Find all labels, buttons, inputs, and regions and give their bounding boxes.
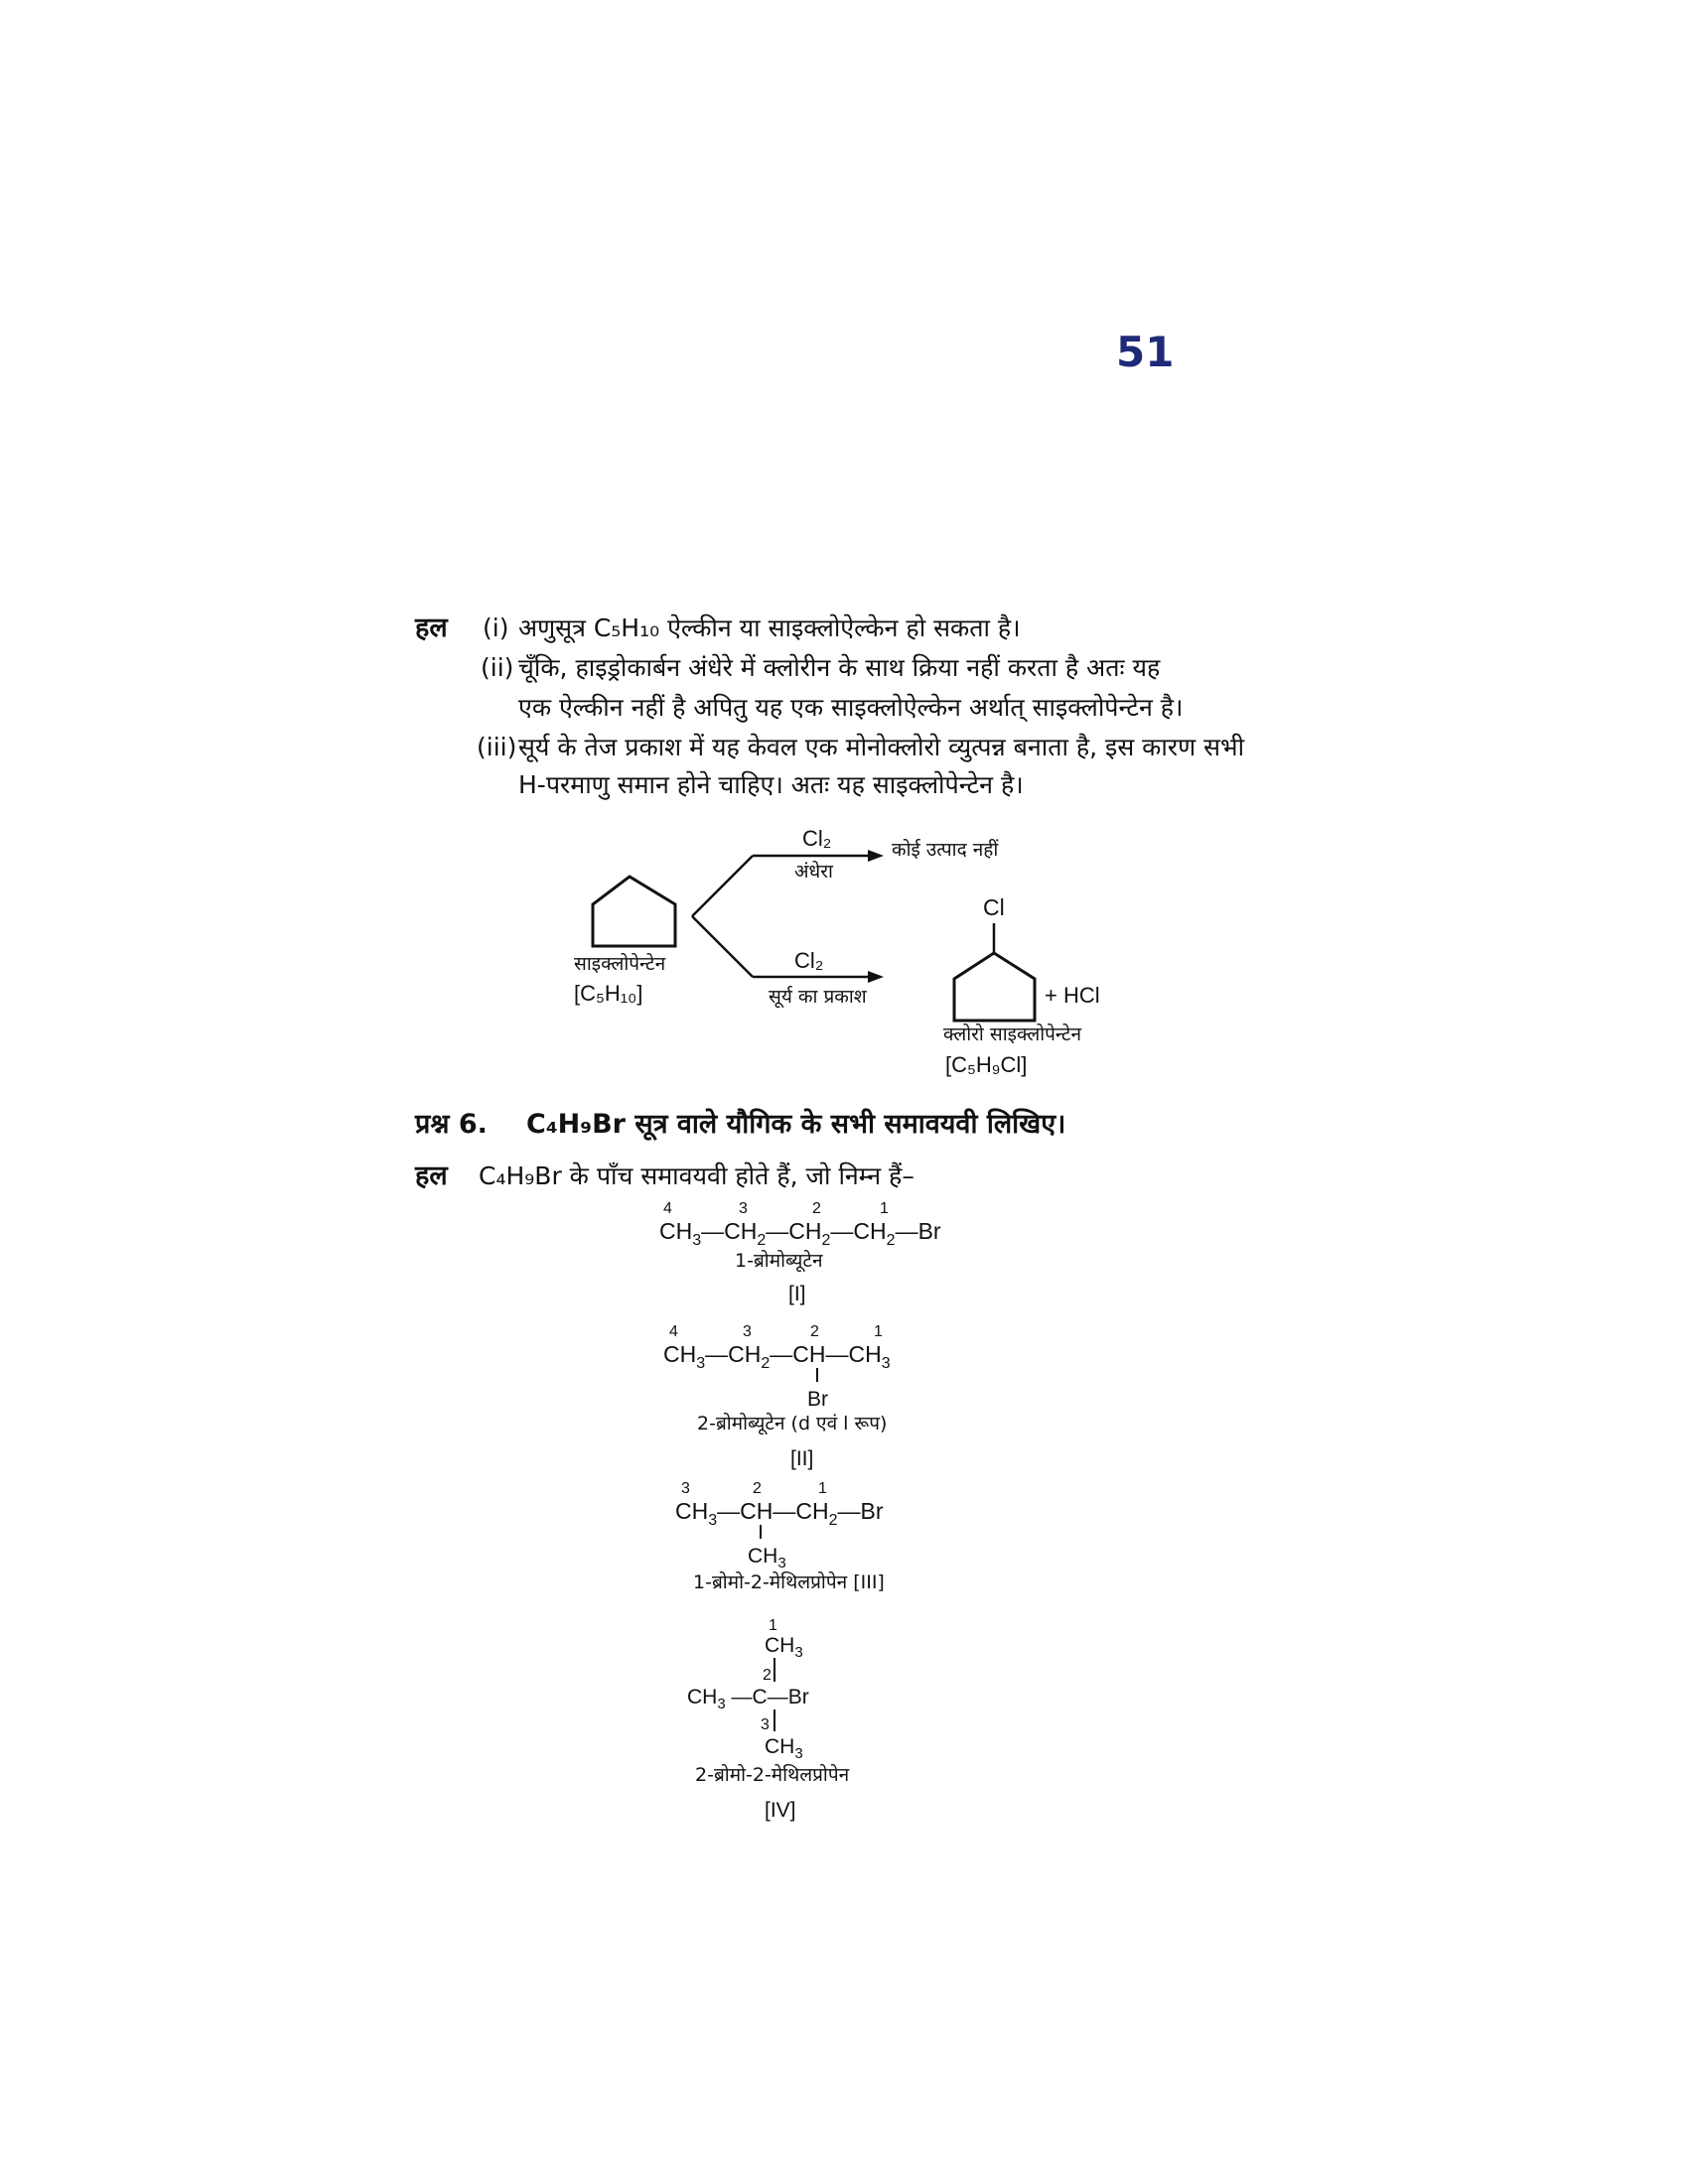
svg-text:2: 2 [753, 1480, 762, 1497]
point-ii-line-1: चूँकि, हाइड्रोकार्बन अंधेरे में क्लोरीन के साथ क्रिया नहीं करता है अतः यह [518, 653, 1161, 682]
svg-text:3: 3 [681, 1480, 690, 1497]
svg-text:CH3—CH2—CH—CH3: $CH_3—CH_2—CH—CH_3$ [663, 1341, 891, 1372]
svg-text:2: 2 [763, 1667, 772, 1684]
svg-text:3: 3 [761, 1716, 770, 1733]
svg-text:3: 3 [743, 1323, 752, 1340]
question-label: प्रश्न 6. [415, 1109, 488, 1140]
reactant-formula: [C₅H₁₀] [574, 981, 643, 1006]
point-iii-line-2: H-परमाणु समान होने चाहिए। अतः यह साइक्लोपेन्टेन है। [518, 770, 1024, 799]
product-substituent: Cl [983, 894, 1005, 920]
reactant-name: साइक्लोपेन्टेन [574, 953, 666, 975]
isomer-1-structure [659, 1200, 941, 1249]
upper-product: कोई उत्पाद नहीं [892, 839, 999, 861]
point-iii-number: (iii) [477, 733, 517, 761]
isomer-4-name: 2-ब्रोमो-2-मेथिलप्रोपेन [695, 1764, 850, 1786]
point-ii-number: (ii) [481, 653, 514, 682]
svg-text:4: 4 [669, 1323, 678, 1340]
svg-text:1: 1 [880, 1200, 889, 1217]
solution-label: हल [415, 613, 448, 643]
isomer-1-name: 1-ब्रोमोब्यूटेन [735, 1250, 823, 1272]
svg-text:2: 2 [812, 1200, 821, 1217]
svg-text:CH3 —C—Br: $CH_3$ —C—Br [687, 1686, 809, 1712]
product-formula: [C₅H₉Cl] [945, 1052, 1028, 1077]
svg-text:CH3: $CH_3$ [748, 1545, 786, 1571]
svg-text:CH3: $CH_3$ [765, 1634, 803, 1661]
isomer-2-tag: [II] [790, 1447, 814, 1470]
svg-text:3: 3 [739, 1200, 748, 1217]
isomer-2-name: 2-ब्रोमोब्यूटेन (d एवं l रूप) [697, 1413, 888, 1434]
isomer-4-tag: [IV] [765, 1799, 796, 1822]
byproduct: + HCl [1045, 983, 1100, 1008]
svg-text:CH3—CH2—CH2—CH2—Br: $CH_3—CH_2—CH_2—CH_2—Br$ [659, 1218, 941, 1249]
svg-text:CH3—CH—CH2—Br: $CH_3—CH—CH_2—Br$ [675, 1498, 884, 1529]
point-i-text: अणुसूत्र C₅H₁₀ ऐल्कीन या साइक्लोऐल्केन हो सकता है। [518, 614, 1021, 642]
page-number: 51 [1116, 328, 1175, 376]
question-text: C₄H₉Br सूत्र वाले यौगिक के सभी समावयवी लिखिए। [526, 1109, 1066, 1140]
svg-text:2: 2 [810, 1323, 819, 1340]
upper-reagent: Cl₂ [802, 826, 832, 851]
upper-condition: अंधेरा [794, 861, 833, 883]
isomer-1-tag: [I] [788, 1283, 806, 1305]
point-iii-line-1: सूर्य के तेज प्रकाश में यह केवल एक मोनोक्लोरो व्युत्पन्न बनाता है, इस कारण सभी [518, 733, 1245, 761]
lower-reagent: Cl₂ [794, 948, 824, 973]
point-i-number: (i) [483, 614, 509, 642]
solution-2-text: C₄H₉Br के पाँच समावयवी होते हैं, जो निम्न हैं– [479, 1161, 914, 1190]
svg-text:CH3: $CH_3$ [765, 1735, 803, 1762]
isomer-3-name: 1-ब्रोमो-2-मेथिलप्रोपेन [III] [693, 1571, 885, 1593]
svg-text:1: 1 [818, 1480, 827, 1497]
product-name: क्लोरो साइक्लोपेन्टेन [943, 1024, 1082, 1045]
isomer-2-structure [663, 1323, 891, 1411]
svg-text:1: 1 [769, 1617, 777, 1634]
point-ii-line-2: एक ऐल्कीन नहीं है अपितु यह एक साइक्लोऐल्केन अर्थात् साइक्लोपेन्टेन है। [518, 693, 1184, 722]
svg-text:4: 4 [663, 1200, 672, 1217]
svg-text:1: 1 [874, 1323, 883, 1340]
isomer-4-structure [687, 1617, 809, 1762]
svg-text:Br: Br [807, 1388, 828, 1411]
lower-condition: सूर्य का प्रकाश [769, 986, 867, 1008]
solution-2-label: हल [415, 1160, 448, 1191]
isomer-3-structure [675, 1480, 884, 1571]
